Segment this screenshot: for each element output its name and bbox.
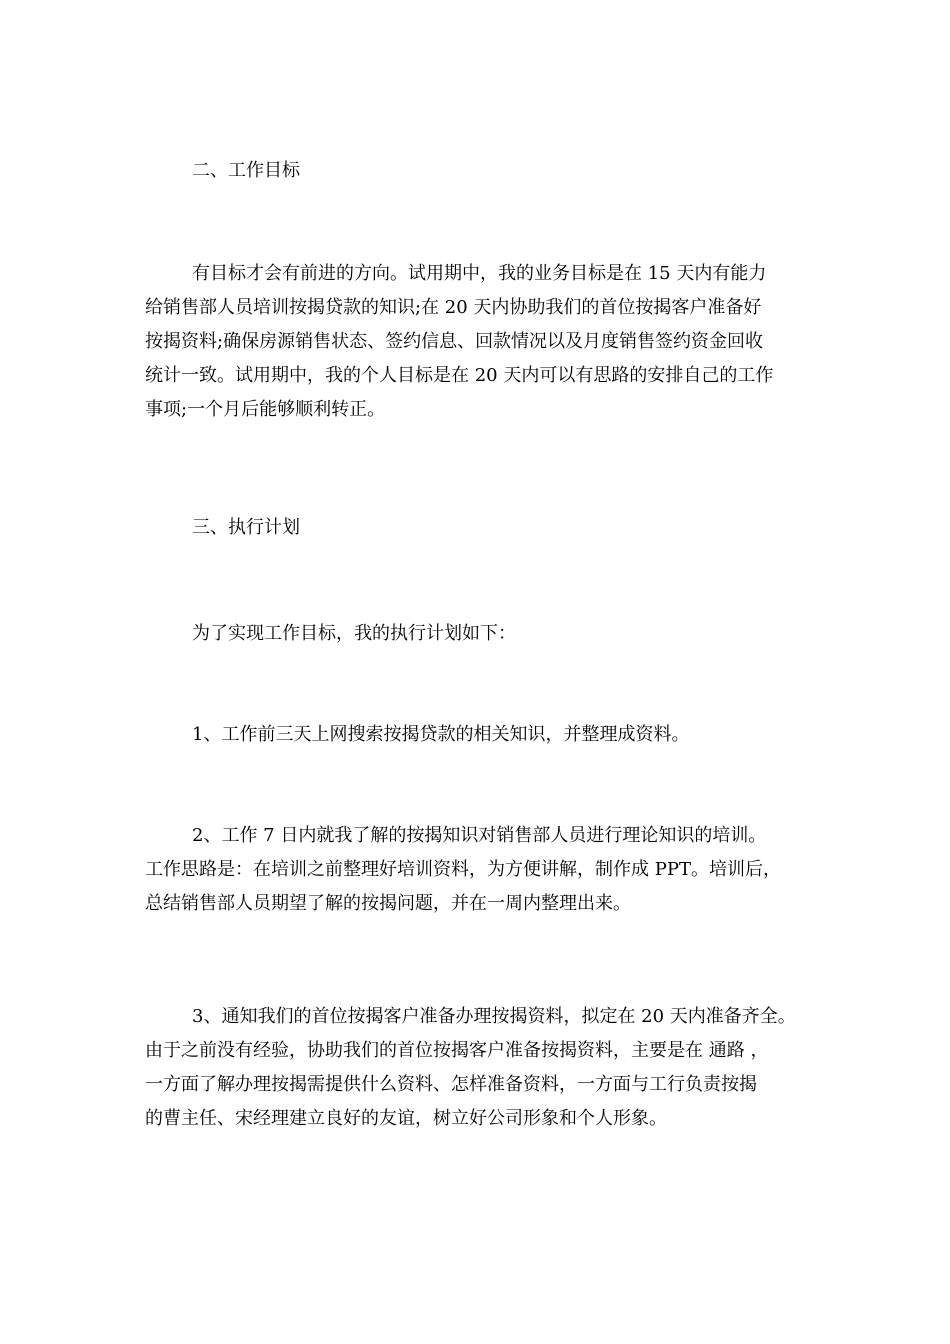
section-heading-work-goals: 二、工作目标 bbox=[192, 160, 300, 181]
paragraph-line: 统计一致。试用期中，我的个人目标是在 20 天内可以有思路的安排自己的工作 bbox=[145, 365, 774, 386]
paragraph-line: 的曹主任、宋经理建立良好的友谊，树立好公司形象和个人形象。 bbox=[145, 1108, 667, 1129]
paragraph-line: 总结销售部人员期望了解的按揭问题，并在一周内整理出来。 bbox=[145, 893, 631, 914]
paragraph-line: 按揭资料;确保房源销售状态、签约信息、回款情况以及月度销售签约资金回收 bbox=[145, 331, 764, 352]
paragraph-line: 为了实现工作目标，我的执行计划如下： bbox=[192, 623, 516, 644]
paragraph-plan-intro bbox=[145, 617, 825, 651]
plan-item-1 bbox=[145, 718, 825, 752]
paragraph-line: 一方面了解办理按揭需提供什么资料、怎样准备资料，一方面与工行负责按揭 bbox=[145, 1074, 757, 1095]
paragraph-line: 有目标才会有前进的方向。试用期中，我的业务目标是在 15 天内有能力 bbox=[192, 263, 767, 284]
plan-item-3 bbox=[145, 1000, 825, 1136]
section-heading-execution-plan: 三、执行计划 bbox=[192, 517, 300, 538]
paragraph-line: 给销售部人员培训按揭贷款的知识;在 20 天内协助我们的首位按揭客户准备好 bbox=[145, 297, 762, 318]
paragraph-work-goals bbox=[145, 257, 825, 427]
paragraph-line: 2、工作 7 日内就我了解的按揭知识对销售部人员进行理论知识的培训。 bbox=[192, 825, 767, 846]
plan-item-2 bbox=[145, 819, 825, 921]
paragraph-line: 由于之前没有经验，协助我们的首位按揭客户准备按揭资料，主要是在 通路 ， bbox=[145, 1040, 769, 1061]
paragraph-line: 1、工作前三天上网搜索按揭贷款的相关知识，并整理成资料。 bbox=[192, 724, 690, 745]
paragraph-line: 3、通知我们的首位按揭客户准备办理按揭资料，拟定在 20 天内准备齐全。 bbox=[192, 1006, 796, 1027]
paragraph-line: 工作思路是：在培训之前整理好培训资料，为方便讲解，制作成 PPT。培训后， bbox=[145, 859, 781, 880]
paragraph-line: 事项;一个月后能够顺利转正。 bbox=[145, 399, 386, 420]
